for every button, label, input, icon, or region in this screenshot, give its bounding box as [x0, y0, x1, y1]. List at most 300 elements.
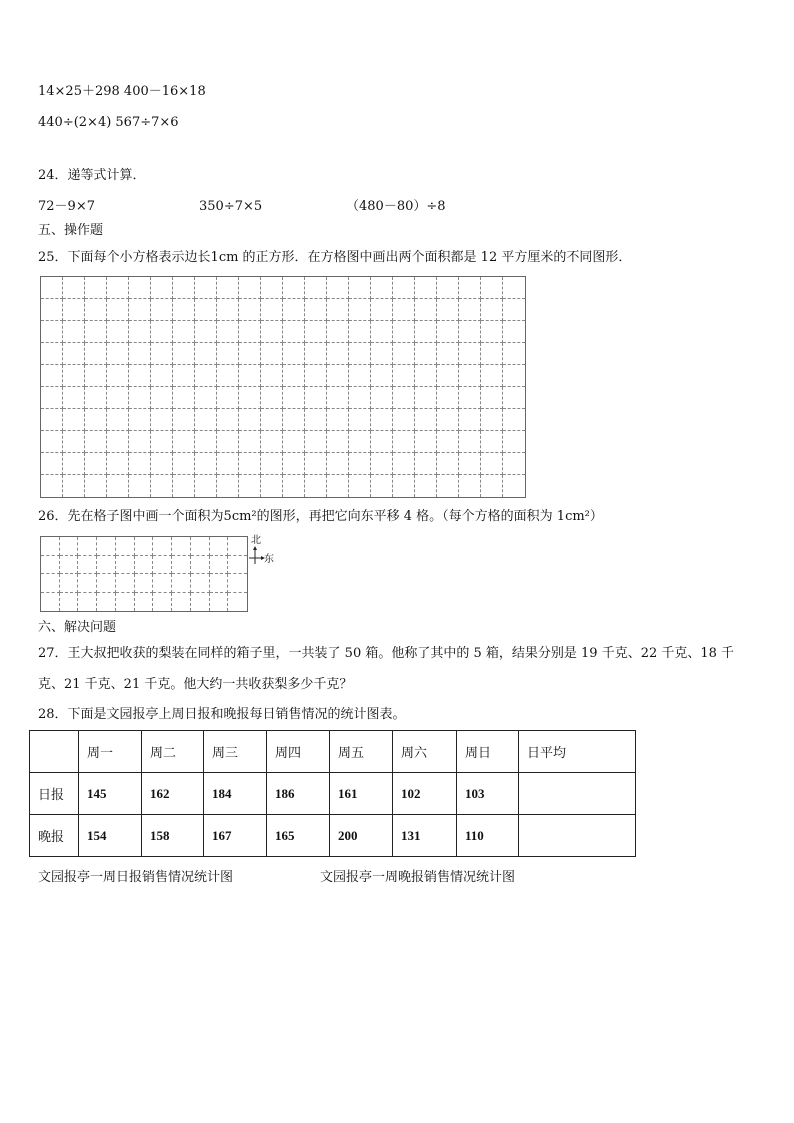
- grid-cell[interactable]: [371, 409, 393, 431]
- grid-cell[interactable]: [129, 277, 151, 299]
- grid-cell[interactable]: [63, 475, 85, 497]
- grid-cell[interactable]: [63, 277, 85, 299]
- grid-cell[interactable]: [153, 593, 172, 612]
- grid-cell[interactable]: [393, 299, 415, 321]
- grid-cell[interactable]: [191, 574, 210, 593]
- grid-cell[interactable]: [393, 387, 415, 409]
- grid-cell[interactable]: [195, 321, 217, 343]
- grid-cell[interactable]: [191, 556, 210, 575]
- grid-cell[interactable]: [195, 365, 217, 387]
- grid-cell[interactable]: [283, 475, 305, 497]
- grid-cell[interactable]: [305, 409, 327, 431]
- grid-cell[interactable]: [503, 343, 525, 365]
- grid-cell[interactable]: [129, 453, 151, 475]
- grid-cell[interactable]: [107, 365, 129, 387]
- grid-cell[interactable]: [107, 431, 129, 453]
- grid-cell[interactable]: [371, 475, 393, 497]
- grid-cell[interactable]: [393, 453, 415, 475]
- grid-cell[interactable]: [239, 475, 261, 497]
- grid-cell[interactable]: [305, 365, 327, 387]
- grid-cell[interactable]: [393, 321, 415, 343]
- caption-daily-chart: 文园报亭一周日报销售情况统计图: [38, 870, 234, 885]
- grid-cell[interactable]: [173, 431, 195, 453]
- grid-cell[interactable]: [195, 299, 217, 321]
- grid-cell[interactable]: [129, 387, 151, 409]
- table-header-cell: 周一: [79, 731, 142, 773]
- grid-cell[interactable]: [210, 537, 229, 556]
- row-label: 晚报: [30, 815, 79, 857]
- grid-cell[interactable]: [63, 431, 85, 453]
- grid-cell[interactable]: [481, 409, 503, 431]
- grid-cell[interactable]: [173, 453, 195, 475]
- table-header-cell: 周日: [457, 731, 519, 773]
- grid-cell[interactable]: [481, 343, 503, 365]
- table-row: [30, 815, 636, 857]
- grid-cell[interactable]: [239, 453, 261, 475]
- grid-cell[interactable]: [459, 387, 481, 409]
- daily-average-cell[interactable]: [519, 773, 636, 815]
- grid-cell[interactable]: [107, 475, 129, 497]
- grid-cell[interactable]: [261, 299, 283, 321]
- grid-cell[interactable]: [261, 365, 283, 387]
- grid-cell[interactable]: [107, 387, 129, 409]
- grid-cell[interactable]: [481, 475, 503, 497]
- grid-cell[interactable]: [78, 537, 97, 556]
- calc-line-1: 14×25＋298 400－16×18: [38, 84, 206, 99]
- grid-cell[interactable]: [327, 387, 349, 409]
- grid-cell[interactable]: [116, 556, 135, 575]
- grid-cell[interactable]: [107, 299, 129, 321]
- grid-cell[interactable]: [459, 475, 481, 497]
- q27-line-2: 克、21 千克、21 千克。他大约一共收获梨多少千克？: [38, 677, 353, 692]
- table-cell: 102: [393, 773, 457, 815]
- grid-cell[interactable]: [85, 343, 107, 365]
- grid-cell[interactable]: [135, 537, 154, 556]
- grid-cell[interactable]: [217, 387, 239, 409]
- grid-cell[interactable]: [503, 299, 525, 321]
- grid-cell[interactable]: [153, 574, 172, 593]
- grid-cell[interactable]: [503, 409, 525, 431]
- grid-cell[interactable]: [459, 321, 481, 343]
- table-cell: 186: [267, 773, 330, 815]
- grid-cell[interactable]: [135, 574, 154, 593]
- grid-cell[interactable]: [41, 387, 63, 409]
- grid-cell[interactable]: [437, 277, 459, 299]
- grid-cell[interactable]: [459, 365, 481, 387]
- grid-cell[interactable]: [283, 365, 305, 387]
- grid-cell[interactable]: [371, 365, 393, 387]
- grid-cell[interactable]: [327, 299, 349, 321]
- grid-cell[interactable]: [437, 365, 459, 387]
- grid-cell[interactable]: [217, 453, 239, 475]
- grid-cell[interactable]: [129, 409, 151, 431]
- grid-cell[interactable]: [135, 556, 154, 575]
- grid-cell[interactable]: [503, 365, 525, 387]
- grid-cell[interactable]: [437, 321, 459, 343]
- table-header-cell: 周三: [204, 731, 267, 773]
- grid-cell[interactable]: [173, 321, 195, 343]
- grid-cell[interactable]: [305, 387, 327, 409]
- grid-cell[interactable]: [41, 299, 63, 321]
- grid-cell[interactable]: [217, 365, 239, 387]
- table-row: [30, 773, 636, 815]
- grid-cell[interactable]: [173, 299, 195, 321]
- grid-cell[interactable]: [63, 299, 85, 321]
- grid-cell[interactable]: [349, 343, 371, 365]
- grid-cell[interactable]: [107, 277, 129, 299]
- grid-cell[interactable]: [129, 321, 151, 343]
- grid-cell[interactable]: [195, 431, 217, 453]
- grid-cell[interactable]: [459, 453, 481, 475]
- grid-cell[interactable]: [393, 409, 415, 431]
- grid-cell[interactable]: [129, 365, 151, 387]
- grid-cell[interactable]: [85, 409, 107, 431]
- grid-cell[interactable]: [191, 593, 210, 612]
- grid-cell[interactable]: [129, 343, 151, 365]
- grid-cell[interactable]: [415, 277, 437, 299]
- grid-cell[interactable]: [172, 574, 191, 593]
- grid-cell[interactable]: [327, 409, 349, 431]
- grid-cell[interactable]: [239, 321, 261, 343]
- grid-cell[interactable]: [415, 343, 437, 365]
- grid-cell[interactable]: [327, 453, 349, 475]
- grid-cell[interactable]: [371, 453, 393, 475]
- grid-cell[interactable]: [283, 277, 305, 299]
- grid-cell[interactable]: [261, 431, 283, 453]
- table-cell: 184: [204, 773, 267, 815]
- grid-cell[interactable]: [195, 343, 217, 365]
- grid-cell[interactable]: [60, 556, 79, 575]
- grid-cell[interactable]: [305, 277, 327, 299]
- grid-cell[interactable]: [283, 453, 305, 475]
- grid-cell[interactable]: [41, 453, 63, 475]
- table-cell: 162: [142, 773, 204, 815]
- grid-cell[interactable]: [107, 453, 129, 475]
- grid-cell[interactable]: [195, 387, 217, 409]
- grid-cell[interactable]: [60, 537, 79, 556]
- grid-cell[interactable]: [481, 299, 503, 321]
- grid-cell[interactable]: [283, 387, 305, 409]
- table-cell: 158: [142, 815, 204, 857]
- grid-cell[interactable]: [41, 343, 63, 365]
- compass-north-label: 北: [251, 535, 261, 546]
- grid-cell[interactable]: [415, 365, 437, 387]
- grid-cell[interactable]: [349, 321, 371, 343]
- grid-cell[interactable]: [41, 321, 63, 343]
- table-cell: 145: [79, 773, 142, 815]
- grid-cell[interactable]: [481, 431, 503, 453]
- row-label: 日报: [30, 773, 79, 815]
- grid-cell[interactable]: [459, 299, 481, 321]
- q25-square-grid[interactable]: [40, 276, 526, 498]
- daily-average-cell[interactable]: [519, 815, 636, 857]
- grid-cell[interactable]: [349, 431, 371, 453]
- grid-cell[interactable]: [107, 343, 129, 365]
- grid-cell[interactable]: [349, 299, 371, 321]
- grid-cell[interactable]: [41, 409, 63, 431]
- grid-cell[interactable]: [261, 453, 283, 475]
- grid-cell[interactable]: [85, 365, 107, 387]
- grid-cell[interactable]: [78, 574, 97, 593]
- grid-cell[interactable]: [78, 556, 97, 575]
- grid-cell[interactable]: [415, 321, 437, 343]
- grid-cell[interactable]: [481, 453, 503, 475]
- grid-cell[interactable]: [151, 453, 173, 475]
- grid-cell[interactable]: [85, 453, 107, 475]
- grid-cell[interactable]: [437, 299, 459, 321]
- table-cell: 110: [457, 815, 519, 857]
- grid-cell[interactable]: [210, 593, 229, 612]
- grid-cell[interactable]: [327, 431, 349, 453]
- grid-cell[interactable]: [217, 475, 239, 497]
- grid-cell[interactable]: [172, 593, 191, 612]
- grid-cell[interactable]: [85, 321, 107, 343]
- grid-cell[interactable]: [261, 277, 283, 299]
- grid-cell[interactable]: [151, 277, 173, 299]
- grid-cell[interactable]: [151, 343, 173, 365]
- grid-cell[interactable]: [151, 475, 173, 497]
- grid-cell[interactable]: [228, 556, 247, 575]
- grid-cell[interactable]: [217, 299, 239, 321]
- grid-cell[interactable]: [217, 321, 239, 343]
- grid-cell[interactable]: [239, 343, 261, 365]
- grid-cell[interactable]: [60, 574, 79, 593]
- grid-cell[interactable]: [437, 409, 459, 431]
- grid-cell[interactable]: [503, 387, 525, 409]
- grid-cell[interactable]: [85, 431, 107, 453]
- grid-cell[interactable]: [283, 431, 305, 453]
- grid-cell[interactable]: [327, 343, 349, 365]
- grid-cell[interactable]: [151, 387, 173, 409]
- table-cell: 167: [204, 815, 267, 857]
- grid-cell[interactable]: [371, 387, 393, 409]
- grid-cell[interactable]: [283, 343, 305, 365]
- grid-cell[interactable]: [283, 409, 305, 431]
- grid-cell[interactable]: [305, 431, 327, 453]
- grid-cell[interactable]: [63, 387, 85, 409]
- table-header-cell: 周二: [142, 731, 204, 773]
- grid-cell[interactable]: [393, 277, 415, 299]
- grid-cell[interactable]: [305, 453, 327, 475]
- grid-cell[interactable]: [151, 431, 173, 453]
- grid-cell[interactable]: [283, 299, 305, 321]
- grid-cell[interactable]: [459, 431, 481, 453]
- grid-cell[interactable]: [41, 556, 60, 575]
- grid-cell[interactable]: [151, 299, 173, 321]
- grid-cell[interactable]: [195, 409, 217, 431]
- grid-cell[interactable]: [371, 321, 393, 343]
- grid-cell[interactable]: [228, 593, 247, 612]
- grid-cell[interactable]: [151, 321, 173, 343]
- grid-cell[interactable]: [129, 299, 151, 321]
- grid-cell[interactable]: [153, 556, 172, 575]
- grid-cell[interactable]: [349, 277, 371, 299]
- grid-cell[interactable]: [261, 409, 283, 431]
- table-header-cell: 周四: [267, 731, 330, 773]
- grid-cell[interactable]: [41, 475, 63, 497]
- grid-cell[interactable]: [41, 431, 63, 453]
- grid-cell[interactable]: [481, 321, 503, 343]
- grid-cell[interactable]: [349, 453, 371, 475]
- grid-cell[interactable]: [172, 537, 191, 556]
- grid-cell[interactable]: [41, 593, 60, 612]
- grid-cell[interactable]: [107, 321, 129, 343]
- grid-cell[interactable]: [327, 475, 349, 497]
- grid-cell[interactable]: [503, 321, 525, 343]
- grid-cell[interactable]: [129, 475, 151, 497]
- q26-square-grid[interactable]: [40, 536, 248, 612]
- grid-cell[interactable]: [261, 475, 283, 497]
- grid-cell[interactable]: [327, 321, 349, 343]
- grid-cell[interactable]: [151, 409, 173, 431]
- grid-cell[interactable]: [217, 409, 239, 431]
- grid-cell[interactable]: [415, 453, 437, 475]
- table-header-cell: 周六: [393, 731, 457, 773]
- grid-cell[interactable]: [195, 277, 217, 299]
- grid-cell[interactable]: [503, 453, 525, 475]
- table-header-cell: 日平均: [519, 731, 636, 773]
- grid-cell[interactable]: [129, 431, 151, 453]
- grid-cell[interactable]: [239, 299, 261, 321]
- table-header-cell: 周五: [330, 731, 393, 773]
- grid-cell[interactable]: [107, 409, 129, 431]
- grid-cell[interactable]: [239, 431, 261, 453]
- grid-cell[interactable]: [116, 593, 135, 612]
- grid-cell[interactable]: [217, 343, 239, 365]
- grid-cell[interactable]: [459, 409, 481, 431]
- grid-cell[interactable]: [503, 277, 525, 299]
- grid-cell[interactable]: [415, 475, 437, 497]
- grid-cell[interactable]: [305, 299, 327, 321]
- grid-cell[interactable]: [97, 556, 116, 575]
- grid-cell[interactable]: [210, 574, 229, 593]
- grid-cell[interactable]: [41, 537, 60, 556]
- grid-cell[interactable]: [116, 537, 135, 556]
- grid-cell[interactable]: [349, 475, 371, 497]
- grid-cell[interactable]: [261, 321, 283, 343]
- q24-title: 24．递等式计算．: [38, 168, 146, 183]
- table-header-cell: [30, 731, 79, 773]
- grid-cell[interactable]: [173, 409, 195, 431]
- grid-cell[interactable]: [437, 387, 459, 409]
- grid-cell[interactable]: [437, 431, 459, 453]
- grid-cell[interactable]: [459, 343, 481, 365]
- grid-cell[interactable]: [437, 475, 459, 497]
- grid-cell[interactable]: [327, 365, 349, 387]
- grid-cell[interactable]: [393, 475, 415, 497]
- grid-cell[interactable]: [85, 475, 107, 497]
- grid-cell[interactable]: [503, 431, 525, 453]
- grid-cell[interactable]: [97, 574, 116, 593]
- grid-cell[interactable]: [283, 321, 305, 343]
- grid-cell[interactable]: [85, 299, 107, 321]
- grid-cell[interactable]: [349, 387, 371, 409]
- grid-cell[interactable]: [437, 343, 459, 365]
- grid-cell[interactable]: [153, 537, 172, 556]
- grid-cell[interactable]: [173, 475, 195, 497]
- grid-cell[interactable]: [393, 343, 415, 365]
- grid-cell[interactable]: [173, 387, 195, 409]
- grid-cell[interactable]: [63, 365, 85, 387]
- grid-cell[interactable]: [195, 453, 217, 475]
- table-cell: 103: [457, 773, 519, 815]
- grid-cell[interactable]: [349, 365, 371, 387]
- grid-cell[interactable]: [135, 593, 154, 612]
- grid-cell[interactable]: [459, 277, 481, 299]
- grid-cell[interactable]: [239, 277, 261, 299]
- grid-cell[interactable]: [481, 277, 503, 299]
- grid-cell[interactable]: [195, 475, 217, 497]
- grid-cell[interactable]: [116, 574, 135, 593]
- grid-cell[interactable]: [228, 574, 247, 593]
- compass: [248, 536, 278, 570]
- grid-cell[interactable]: [261, 387, 283, 409]
- grid-cell[interactable]: [305, 321, 327, 343]
- grid-cell[interactable]: [63, 409, 85, 431]
- grid-cell[interactable]: [41, 574, 60, 593]
- grid-cell[interactable]: [349, 409, 371, 431]
- grid-cell[interactable]: [172, 556, 191, 575]
- grid-cell[interactable]: [261, 343, 283, 365]
- grid-cell[interactable]: [151, 365, 173, 387]
- compass-east-label: 东: [264, 554, 274, 565]
- grid-cell[interactable]: [415, 431, 437, 453]
- grid-cell[interactable]: [97, 593, 116, 612]
- grid-cell[interactable]: [437, 453, 459, 475]
- grid-cell[interactable]: [393, 431, 415, 453]
- grid-cell[interactable]: [78, 593, 97, 612]
- grid-cell[interactable]: [97, 537, 116, 556]
- grid-cell[interactable]: [85, 277, 107, 299]
- grid-cell[interactable]: [228, 537, 247, 556]
- grid-cell[interactable]: [217, 277, 239, 299]
- grid-cell[interactable]: [85, 387, 107, 409]
- grid-cell[interactable]: [305, 475, 327, 497]
- grid-cell[interactable]: [371, 277, 393, 299]
- grid-cell[interactable]: [503, 475, 525, 497]
- grid-cell[interactable]: [415, 409, 437, 431]
- grid-cell[interactable]: [191, 537, 210, 556]
- grid-cell[interactable]: [239, 365, 261, 387]
- grid-cell[interactable]: [371, 431, 393, 453]
- grid-cell[interactable]: [173, 365, 195, 387]
- grid-cell[interactable]: [173, 277, 195, 299]
- grid-cell[interactable]: [305, 343, 327, 365]
- section6-heading: 六、解决问题: [38, 620, 117, 635]
- grid-cell[interactable]: [63, 343, 85, 365]
- section5-heading: 五、操作题: [38, 223, 104, 238]
- grid-cell[interactable]: [327, 277, 349, 299]
- grid-cell[interactable]: [393, 365, 415, 387]
- grid-cell[interactable]: [217, 431, 239, 453]
- grid-cell[interactable]: [415, 299, 437, 321]
- grid-cell[interactable]: [210, 556, 229, 575]
- grid-cell[interactable]: [63, 321, 85, 343]
- grid-cell[interactable]: [371, 299, 393, 321]
- q24-expr-2: 350÷7×5: [199, 199, 263, 214]
- grid-cell[interactable]: [173, 343, 195, 365]
- grid-cell[interactable]: [415, 387, 437, 409]
- grid-cell[interactable]: [481, 387, 503, 409]
- grid-cell[interactable]: [239, 387, 261, 409]
- grid-cell[interactable]: [63, 453, 85, 475]
- grid-cell[interactable]: [41, 277, 63, 299]
- grid-cell[interactable]: [41, 365, 63, 387]
- grid-cell[interactable]: [239, 409, 261, 431]
- grid-cell[interactable]: [371, 343, 393, 365]
- grid-cell[interactable]: [481, 365, 503, 387]
- grid-cell[interactable]: [60, 593, 79, 612]
